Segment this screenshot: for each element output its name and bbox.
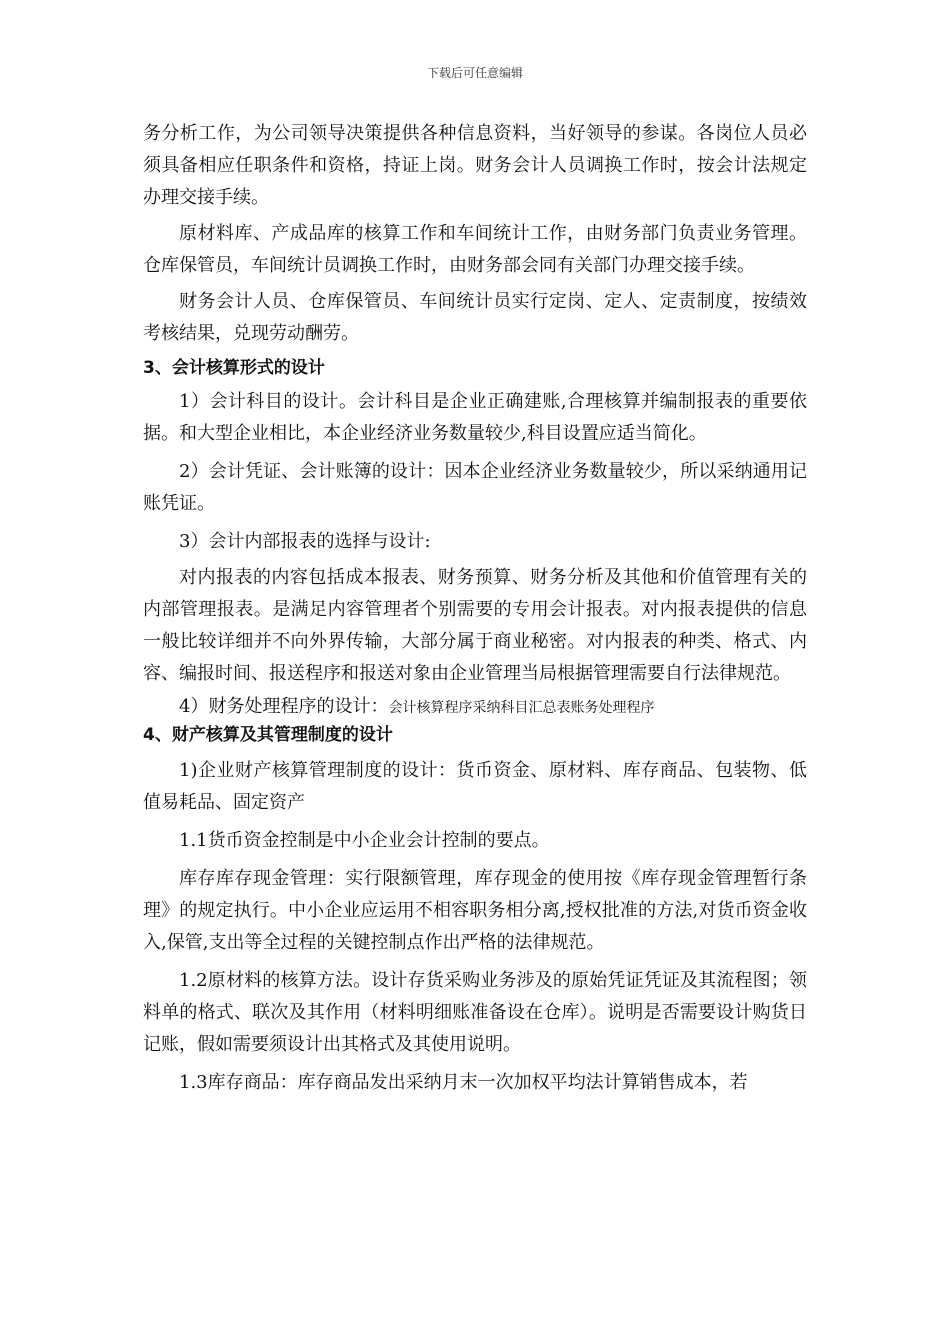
paragraph: 财务会计人员、仓库保管员、车间统计员实行定岗、定人、定责制度，按绩效考核结果，兑现劳动酬劳。 xyxy=(143,291,807,344)
paragraph: 务分析工作，为公司领导决策提供各种信息资料，当好领导的参谋。各岗位人员必须具备相应任职条件和资格，持证上岗。财务会计人员调换工作时，按会计法规定办理交接手续。 xyxy=(143,123,807,208)
paragraph: 1.1货币资金控制是中小企业会计控制的要点。 xyxy=(179,830,550,851)
paragraph: 库存库存现金管理：实行限额管理，库存现金的使用按《库存现金管理暂行条理》的规定执行。中小企业应运用不相容职务相分离,授权批准的方法,对货币资金收入,保管,支出等全过程的关键控制点作出严格的法律规范。 xyxy=(143,868,807,953)
paragraph: 1.2原材料的核算方法。设计存货采购业务涉及的原始凭证凭证及其流程图；领料单的格式、联次及其作用（材料明细账准备设在仓库）。说明是否需要设计购货日记账，假如需要须设计出其格式及其使用说明。 xyxy=(143,970,807,1055)
page-header: 下载后可任意编辑 xyxy=(426,66,523,80)
paragraph: 对内报表的内容包括成本报表、财务预算、财务分析及其他和价值管理有关的内部管理报表。是满足内容管理者个别需要的专用会计报表。对内报表提供的信息一般比较详细并不向外界传输，大部分属于商业秘密。对内报表的种类、格式、内容、编报时间、报送程序和报送对象由企业管理当局根据管理需要自行法律规范。 xyxy=(143,567,807,684)
paragraph-lead: 4）财务处理程序的设计： xyxy=(179,696,389,717)
paragraph: 原材料库、产成品库的核算工作和车间统计工作，由财务部门负责业务管理。仓库保管员，车间统计员调换工作时，由财务部会同有关部门办理交接手续。 xyxy=(143,223,807,276)
paragraph: 1）会计科目的设计。会计科目是企业正确建账,合理核算并编制报表的重要依据。和大型企业相比，本企业经济业务数量较少,科目设置应适当简化。 xyxy=(143,391,807,444)
paragraph: 1)企业财产核算管理制度的设计：货币资金、原材料、库存商品、包装物、低值易耗品、固定资产 xyxy=(143,760,807,813)
paragraph: 1.3库存商品：库存商品发出采纳月末一次加权平均法计算销售成本，若 xyxy=(179,1072,748,1093)
paragraph xyxy=(143,694,807,721)
section-heading: 3、会计核算形式的设计 xyxy=(143,358,325,378)
paragraph: 2）会计凭证、会计账簿的设计：因本企业经济业务数量较少，所以采纳通用记账凭证。 xyxy=(143,461,807,514)
document-body xyxy=(143,118,807,1099)
section-heading: 4、财产核算及其管理制度的设计 xyxy=(143,725,393,745)
paragraph: 3）会计内部报表的选择与设计: xyxy=(179,531,431,552)
paragraph-tail: 会计核算程序采纳科目汇总表账务处理程序 xyxy=(388,700,655,716)
